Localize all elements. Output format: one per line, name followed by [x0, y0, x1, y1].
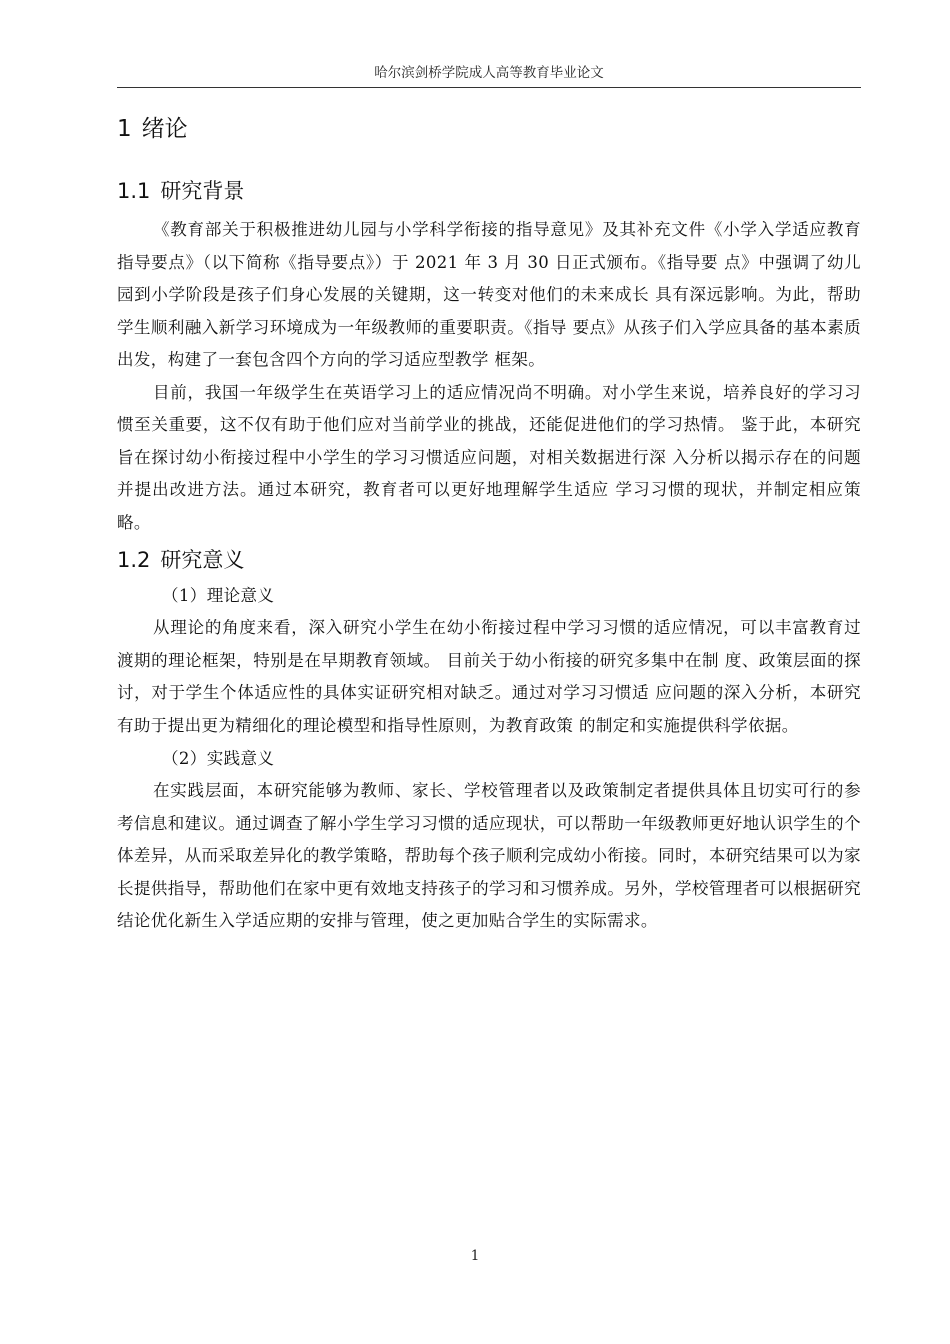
section-heading-significance [117, 545, 861, 575]
practice-paragraph: 在实践层面，本研究能够为教师、家长、学校管理者以及政策制定者提供具体且切实可行的参考信息和建议。通过调查了解小学生学习习惯的适应现状，可以帮助一年级教师更好地认识学生的个体差异，从而采取差异化的教学策略，帮助每个孩子顺利完成幼小衔接。同时，本研究结果可以为家长提供指导，帮助他们在家中更有效地支持孩子的学习和习惯养成。另外，学校管理者可以根据研究结论优化新生入学适应期的安排与管理，使之更加贴合学生的实际需求。 [117, 781, 861, 930]
document-body [117, 112, 861, 938]
subsection-label-theory: （1）理论意义 [162, 586, 275, 605]
subsection-label-practice: （2）实践意义 [162, 749, 275, 768]
theory-paragraph: 从理论的角度来看，深入研究小学生在幼小衔接过程中学习习惯的适应情况，可以丰富教育过渡期的理论框架，特别是在早期教育领域。 目前关于幼小衔接的研究多集中在制 度、政策层面的探讨，对于学生个体适应性的具体实证研究相对缺乏。通过对学习习惯适 应问题的深入分析，本研究有助于提出更为精细化的理论模型和指导性原则，为教育政策 的制定和实施提供科学依据。 [117, 618, 861, 735]
running-header: 哈尔滨剑桥学院成人高等教育毕业论文 [374, 65, 604, 81]
page-number: 1 [470, 1248, 480, 1264]
section-number: 1.2 [117, 548, 151, 572]
background-paragraph-2: 目前，我国一年级学生在英语学习上的适应情况尚不明确。对小学生来说，培养良好的学习习惯至关重要，这不仅有助于他们应对当前学业的挑战，还能促进他们的学习热情。 鉴于此，本研究旨在探讨幼小衔接过程中小学生的学习习惯适应问题，对相关数据进行深 入分析以揭示存在的问题并提出改进方法。通过本研究，教育者可以更好地理解学生适应 学习习惯的现状，并制定相应策略。 [117, 382, 861, 532]
header-divider [117, 87, 861, 88]
chapter-number: 1 [117, 116, 132, 142]
background-paragraph-1: 《教育部关于积极推进幼儿园与小学科学衔接的指导意见》及其补充文件《小学入学适应教育指导要点》（以下简称《指导要点》）于 2021 年 3 月 30 日正式颁布。《指导要 点》中强调了幼儿园到小学阶段是孩子们身心发展的关键期，这一转变对他们的未来成长 具有深远影响。为此，帮助学生顺利融入新学习环境成为一年级教师的重要职责。《指导 要点》从孩子们入学应具备的基本素质出发，构建了一套包含四个方向的学习适应型教学 框架。 [117, 220, 861, 369]
section-title: 研究背景 [160, 179, 245, 203]
chapter-heading [117, 112, 861, 150]
section-heading-background [117, 176, 861, 206]
chapter-title: 绪论 [141, 116, 188, 142]
section-number: 1.1 [117, 179, 151, 203]
section-title: 研究意义 [160, 548, 245, 572]
